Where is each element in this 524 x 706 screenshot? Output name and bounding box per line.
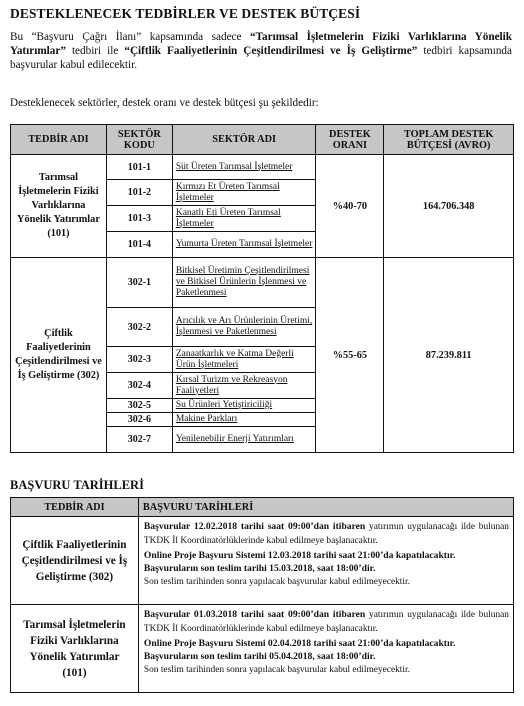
sector-code: 302-2 — [106, 308, 172, 347]
tedbir-name-101-dates: Tarımsal İşletmelerin Fiziki Varlıklarına Yönelik Yatırımlar (101) — [11, 605, 139, 693]
sector-name: Kırsal Turizm ve Rekreasyon Faaliyetleri — [172, 373, 316, 399]
table-row — [11, 517, 514, 605]
sector-code: 302-5 — [106, 399, 172, 413]
header-tedbir-adi-2: TEDBİR ADI — [11, 498, 139, 517]
tedbir-name-302: Çiftlik Faaliyetlerinin Çeşitlendirilmesi ve İş Geliştirme (302) — [11, 258, 107, 453]
dates-paragraph: Başvurular 12.02.2018 tarihi saat 09:00’dan itibaren yatırımın uygulanacağı ilde bulunan TKDK İl Koordinatörlüklerinde kabul edilmeye başlanacaktır. — [143, 521, 509, 546]
header-basvuru-tarihleri: BAŞVURU TARİHLERİ — [138, 498, 513, 517]
budget-302: 87.239.811 — [384, 258, 514, 453]
online-close-note: Online Proje Başvuru Sistemi 02.04.2018 tarihi saat 21:00’da kapatılacaktır. — [143, 637, 456, 649]
dates-paragraph: Başvurular 01.03.2018 tarihi saat 09:00’dan itibaren yatırımın uygulanacağı ilde bulunan TKDK İl Koordinatörlüklerinde kabul edilmeye başlanacaktır. — [143, 609, 509, 634]
header-sektor-adi: SEKTÖR ADI — [172, 125, 316, 155]
intro-text-3: tedbiri kapsamında başvurular kabul edilecektir. — [10, 45, 512, 71]
intro-text-2: tedbiri ile — [65, 45, 125, 57]
sector-name: Kanatlı Eti Üreten Tarımsal İşletmeler — [172, 206, 316, 232]
sector-code: 302-6 — [106, 413, 172, 427]
sector-code: 302-3 — [106, 347, 172, 373]
tedbir-name-302-dates: Çiftlik Faaliyetlerinin Çeşitlendirilmesi ve İş Geliştirme (302) — [11, 517, 139, 605]
budget-101: 164.706.348 — [384, 155, 514, 258]
section-heading-support: DESTEKLENECEK TEDBİRLER VE DESTEK BÜTÇESİ — [10, 6, 361, 21]
sector-code: 101-4 — [106, 232, 172, 258]
sector-name: Makine Parkları — [172, 413, 316, 427]
deadline-note: Başvuruların son teslim tarihi 05.04.2018, saat 18:00’dir. — [143, 651, 376, 663]
support-rate-302: %55-65 — [316, 258, 384, 453]
intro-paragraph-2: Desteklenecek sektörler, destek oranı ve destek bütçesi şu şekildedir: — [10, 97, 319, 109]
intro-bold-2: “Çiftlik Faaliyetlerinin Çeşitlendirilmesi ve İş Geliştirme” — [124, 45, 418, 57]
intro-bold-1: “Tarımsal İşletmelerin Fiziki Varlıklarına Yönelik Yatırımlar” — [10, 31, 512, 57]
sector-code: 101-3 — [106, 206, 172, 232]
sector-name: Kırmızı Et Üreten Tarımsal İşletmeler — [172, 180, 316, 206]
online-close-note: Online Proje Başvuru Sistemi 12.03.2018 tarihi saat 21:00’da kapatılacaktır. — [143, 549, 456, 561]
sector-name: Su Ürünleri Yetiştiriciliği — [172, 399, 316, 413]
application-dates-table — [10, 497, 514, 693]
table-row — [11, 258, 514, 308]
header-sektor-kodu: SEKTÖR KODU — [106, 125, 172, 155]
late-note: Son teslim tarihinden sonra yapılacak başvurular kabul edilmeyecektir. — [143, 665, 410, 676]
support-rate-101: %40-70 — [316, 155, 384, 258]
sector-name: Bitkisel Üretimin Çeşitlendirilmesi ve Bitkisel Ürünlerin İşlenmesi ve Paketlenmesi — [172, 258, 316, 308]
sector-name: Arıcılık ve Arı Ürünlerinin Üretimi, İşlenmesi ve Paketlenmesi — [172, 308, 316, 347]
sector-code: 302-1 — [106, 258, 172, 308]
intro-text-1: Bu “Başvuru Çağrı İlanı” kapsamında sadece — [10, 31, 250, 43]
header-tedbir-adi: TEDBİR ADI — [11, 125, 107, 155]
sector-code: 101-1 — [106, 155, 172, 180]
sector-name: Yumurta Üreten Tarımsal İşletmeler — [172, 232, 316, 258]
sector-name: Süt Üreten Tarımsal İşletmeler — [172, 155, 316, 180]
tedbir-name-101: Tarımsal İşletmelerin Fiziki Varlıklarına Yönelik Yatırımlar (101) — [11, 155, 107, 258]
header-toplam-butce: TOPLAM DESTEK BÜTÇESİ (AVRO) — [384, 125, 514, 155]
sector-code: 101-2 — [106, 180, 172, 206]
dates-cell — [138, 517, 513, 605]
sector-name: Yenilenebilir Enerji Yatırımları — [172, 427, 316, 453]
intro-paragraph — [10, 30, 512, 72]
header-destek-orani: DESTEK ORANI — [316, 125, 384, 155]
section-heading-dates: BAŞVURU TARİHLERİ — [10, 478, 144, 492]
deadline-note: Başvuruların son teslim tarihi 15.03.2018, saat 18:00’dir. — [143, 563, 376, 575]
late-note: Son teslim tarihinden sonra yapılacak başvurular kabul edilmeyecektir. — [143, 577, 410, 588]
sector-code: 302-7 — [106, 427, 172, 453]
sector-code: 302-4 — [106, 373, 172, 399]
support-table — [10, 124, 514, 453]
table-row — [11, 155, 514, 180]
sector-name: Zanaatkarlık ve Katma Değerli Ürün İşletmeleri — [172, 347, 316, 373]
table-row — [11, 605, 514, 693]
dates-cell — [138, 605, 513, 693]
